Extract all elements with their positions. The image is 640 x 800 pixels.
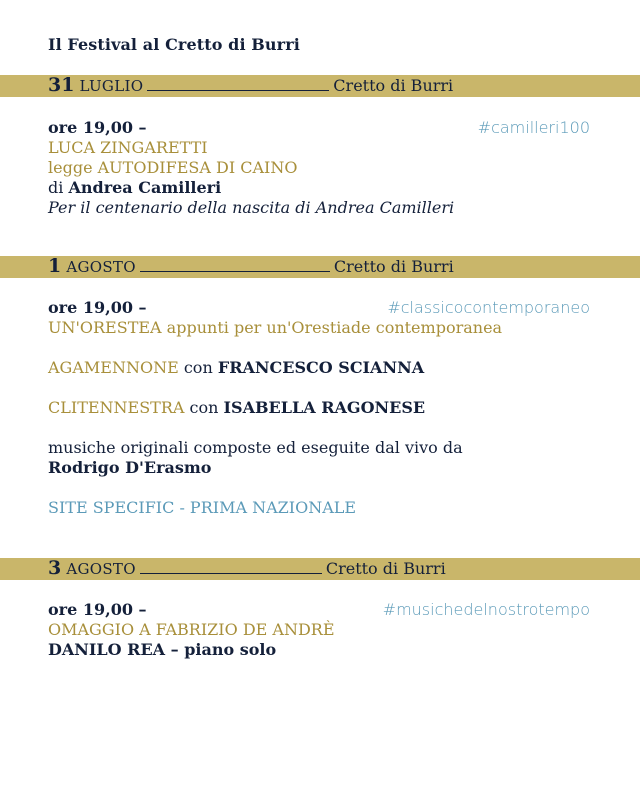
author-prefix: di [48,178,64,197]
event-place: Cretto di Burri [333,76,454,95]
header-rule [147,74,329,91]
show-title: UN'ORESTEA appunti per un'Orestiade contemporanea [48,318,503,337]
cast-line-2 [48,398,425,418]
actor-name: ISABELLA RAGONESE [223,398,426,417]
event-time: ore 19,00 – [48,118,147,137]
performer: DANILO REA – piano solo [48,640,277,659]
cast-line-1 [48,358,424,378]
date-header-2 [48,253,454,279]
event-time: ore 19,00 – [48,600,147,619]
show-title: OMAGGIO A FABRIZIO DE ANDRÈ [48,620,335,639]
actor-name: FRANCESCO SCIANNA [217,358,425,377]
event-hashtag[interactable]: #musichedelnostrotempo [382,600,590,619]
header-rule [140,255,330,272]
event-hashtag[interactable]: #classicocontemporaneo [387,298,590,317]
event-note: Per il centenario della nascita di Andrea Camilleri [48,198,455,217]
author-line [48,178,221,198]
with-word: con [183,358,213,377]
work-title: legge AUTODIFESA DI CAINO [48,158,298,177]
event-day: 31 [48,74,75,96]
event-hashtag[interactable]: #camilleri100 [477,118,590,137]
music-credit: musiche originali composte ed eseguite dal vivo da [48,438,463,457]
date-header-3 [48,555,446,581]
header-rule [140,557,322,574]
event-tag: SITE SPECIFIC - PRIMA NAZIONALE [48,498,357,517]
role-name: AGAMENNONE [48,358,179,377]
event-place: Cretto di Burri [325,559,446,578]
event-day: 3 [48,557,62,579]
event-day: 1 [48,255,62,277]
event-time: ore 19,00 – [48,298,147,317]
event-month: LUGLIO [79,77,144,95]
event-month: AGOSTO [66,258,136,276]
performer: LUCA ZINGARETTI [48,138,208,157]
musician-name: Rodrigo D'Erasmo [48,458,212,477]
event-place: Cretto di Burri [333,257,454,276]
role-name: CLITENNESTRA [48,398,185,417]
with-word: con [189,398,219,417]
author-name: Andrea Camilleri [68,178,222,197]
page-title: Il Festival al Cretto di Burri [48,35,300,54]
date-header-1 [48,72,453,98]
event-month: AGOSTO [66,560,136,578]
